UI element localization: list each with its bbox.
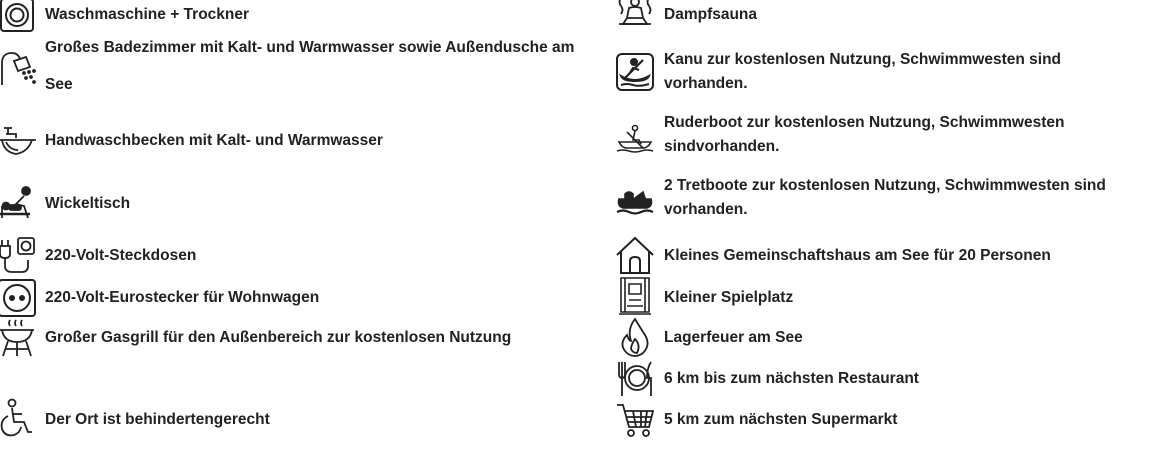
amenity-label: 220-Volt-Eurostecker für Wohnwagen	[45, 289, 320, 306]
amenity-label: Lagerfeuer am See	[664, 329, 803, 346]
pedal-boat-icon	[615, 184, 655, 224]
canoe-icon	[615, 52, 655, 92]
shopping-cart-icon	[615, 399, 655, 439]
amenity-label: Großes Badezimmer mit Kalt- und Warmwasser sowie Außendusche am See	[45, 39, 575, 93]
amenity-label: 6 km bis zum nächsten Restaurant	[664, 370, 919, 387]
amenity-label: Ruderboot zur kostenlosen Nutzung, Schwimmwesten sindvorhanden.	[664, 114, 1065, 155]
amenity-label: Kanu zur kostenlosen Nutzung, Schwimmwesten sind vorhanden.	[664, 51, 1062, 92]
washing-machine-icon	[0, 0, 36, 36]
amenity-label: Waschmaschine + Trockner	[45, 6, 250, 23]
amenity-label: Kleines Gemeinschaftshaus am See für 20 Personen	[664, 247, 1051, 264]
grill-icon	[0, 318, 36, 358]
playground-icon	[615, 276, 655, 316]
rowing-boat-icon	[615, 120, 655, 160]
steam-sauna-icon	[615, 0, 655, 36]
amenity-label: Dampfsauna	[664, 6, 758, 23]
amenity-label: Wickeltisch	[45, 195, 131, 212]
wash-basin-icon	[0, 120, 36, 160]
amenity-label: 220-Volt-Steckdosen	[45, 247, 197, 264]
amenity-label: Handwaschbecken mit Kalt- und Warmwasser	[45, 132, 383, 149]
wheelchair-icon	[0, 398, 36, 438]
amenity-label: Großer Gasgrill für den Außenbereich zur kostenlosen Nutzung	[45, 329, 512, 346]
campfire-icon	[615, 317, 655, 357]
amenity-label: Kleiner Spielplatz	[664, 289, 794, 306]
changing-table-icon	[0, 184, 36, 224]
amenity-label: Der Ort ist behindertengerecht	[45, 411, 270, 428]
power-plug-icon	[0, 236, 36, 276]
amenity-label: 5 km zum nächsten Supermarkt	[664, 411, 898, 428]
amenity-label: 2 Tretboote zur kostenlosen Nutzung, Schwimmwesten sind vorhanden.	[664, 177, 1106, 218]
house-icon	[615, 235, 655, 275]
euro-socket-icon	[0, 278, 36, 318]
shower-icon	[0, 45, 36, 85]
restaurant-icon	[615, 358, 655, 398]
